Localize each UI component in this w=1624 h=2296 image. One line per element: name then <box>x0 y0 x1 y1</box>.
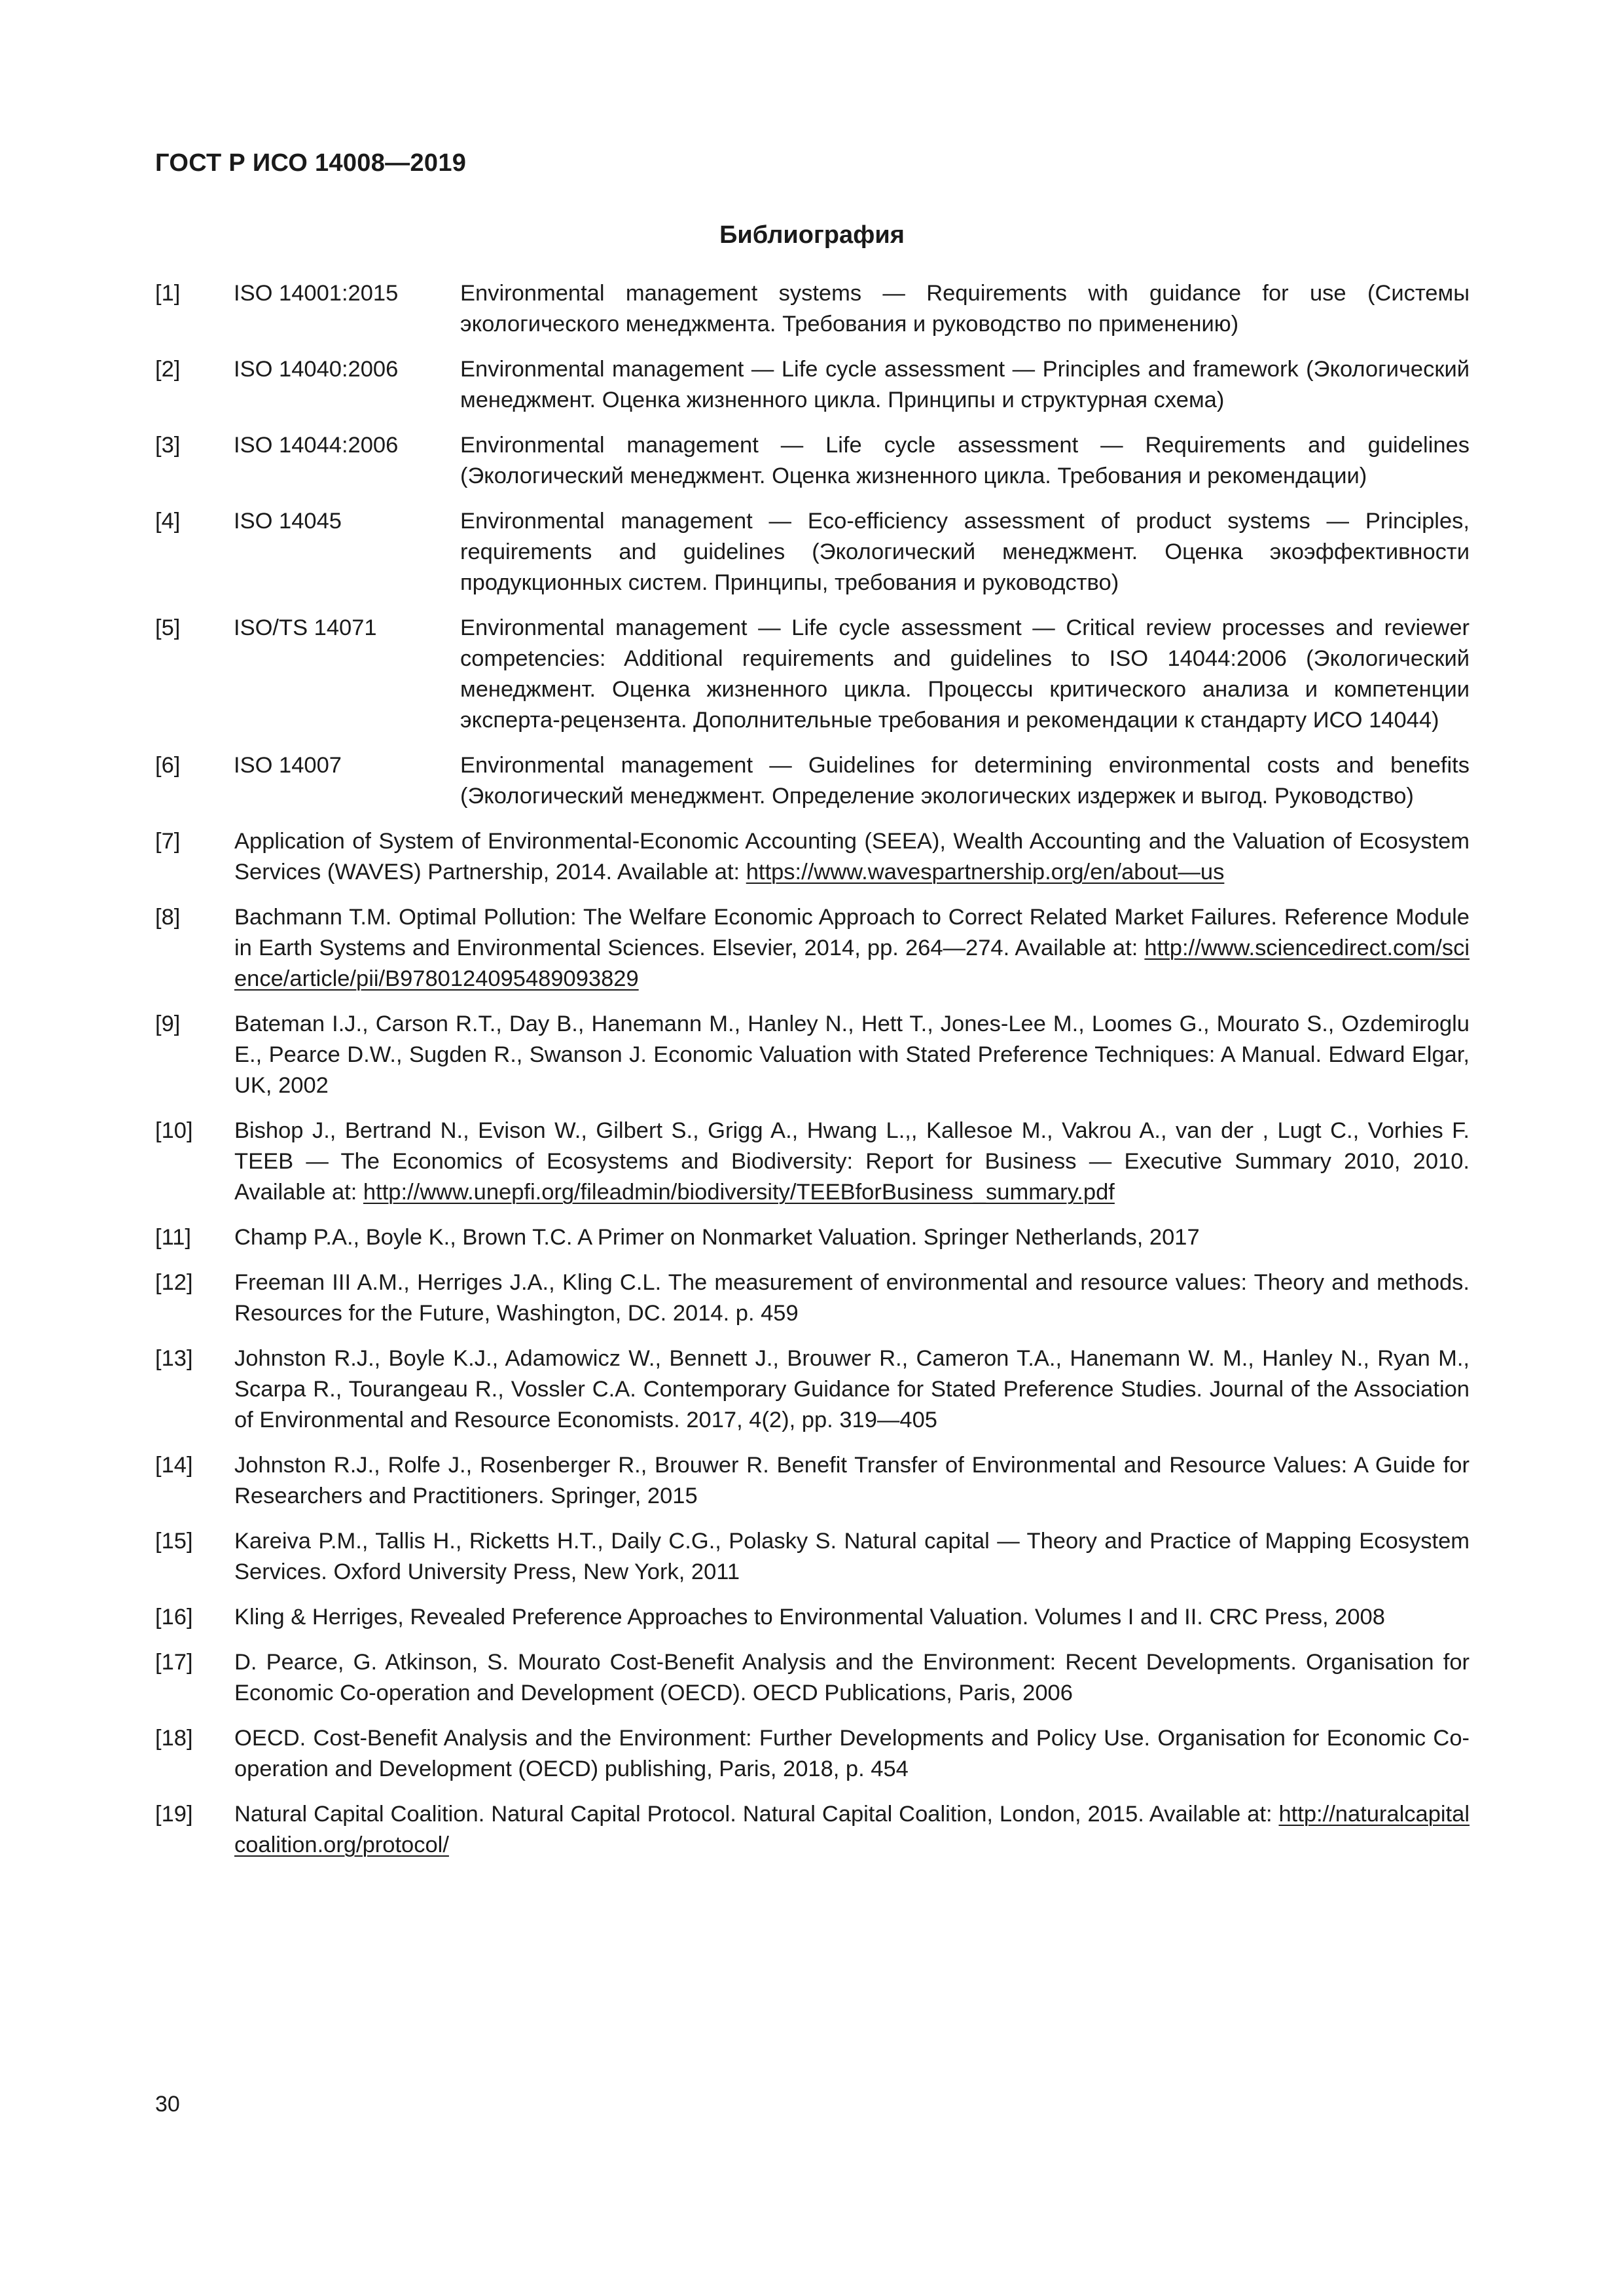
entry-number: [16] <box>155 1605 193 1630</box>
reference-text: OECD. Cost-Benefit Analysis and the Environment: Further Developments and Policy Use. Organisation for Economic Co-operation and Development (OECD) publishing, Paris, 2018, p. 454 <box>234 1726 1470 1781</box>
bibliography-list <box>155 278 1470 1875</box>
bibliography-entry <box>155 278 1470 340</box>
reference-body <box>234 1647 1470 1709</box>
bibliography-entry <box>155 750 1470 812</box>
reference-body <box>234 1602 1470 1633</box>
bibliography-entry <box>155 1602 1470 1633</box>
bibliography-title: Библиография <box>719 221 905 249</box>
standard-code: ISO 14007 <box>234 753 342 778</box>
reference-text: Freeman III A.M., Herriges J.A., Kling C.L. The measurement of environmental and resource values: Theory and methods. Resources for the Future, Washington, DC. 2014. p. 459 <box>234 1270 1470 1326</box>
reference-text: Bachmann T.M. Optimal Pollution: The Welfare Economic Approach to Correct Related Market Failures. Reference Module in Earth Systems and Environmental Sciences. Elsevier, 2014, pp. 264—274. Available at: <box>234 905 1470 960</box>
references-list <box>155 826 1470 1861</box>
bibliography-entry <box>155 1799 1470 1861</box>
bibliography-entry <box>155 1450 1470 1512</box>
entry-number: [19] <box>155 1802 193 1827</box>
standard-code: ISO 14001:2015 <box>234 281 399 306</box>
bibliography-entry <box>155 430 1470 492</box>
standards-list <box>155 278 1470 812</box>
bibliography-entry <box>155 1647 1470 1709</box>
entry-number: [12] <box>155 1270 193 1295</box>
reference-body <box>234 1222 1470 1253</box>
page-number: 30 <box>155 2092 180 2117</box>
bibliography-entry <box>155 1343 1470 1436</box>
reference-body <box>234 1116 1470 1208</box>
entry-number: [18] <box>155 1726 193 1751</box>
document-header: ГОСТ Р ИСО 14008—2019 <box>155 149 467 177</box>
reference-body <box>234 902 1470 994</box>
reference-text: Bateman I.J., Carson R.T., Day B., Hanemann M., Hanley N., Hett T., Jones-Lee M., Loomes G., Mourato S., Ozdemiroglu E., Pearce D.W., Sugden R., Swanson J. Economic Valuation with Stated Preference Techniques: A Manual. Edward Elgar, UK, 2002 <box>234 1011 1470 1098</box>
bibliography-entry <box>155 1009 1470 1101</box>
bibliography-entry <box>155 354 1470 416</box>
standard-title: Environmental management — Life cycle assessment — Principles and framework (Экологический менеджмент. Оценка жизненного цикла. Принципы и структурная схема) <box>460 357 1470 412</box>
entry-number: [15] <box>155 1529 193 1554</box>
entry-number: [13] <box>155 1346 193 1371</box>
entry-number: [2] <box>155 357 181 382</box>
entry-number: [5] <box>155 615 181 640</box>
reference-body <box>234 1343 1470 1436</box>
entry-number: [1] <box>155 281 181 306</box>
entry-number: [10] <box>155 1118 193 1143</box>
standard-code: ISO 14040:2006 <box>234 357 399 382</box>
reference-text: Kling & Herriges, Revealed Preference Approaches to Environmental Valuation. Volumes I and II. CRC Press, 2008 <box>234 1605 1385 1630</box>
entry-number: [8] <box>155 905 181 930</box>
reference-body <box>234 1799 1470 1861</box>
reference-link[interactable]: https://www.wavespartnership.org/en/about—us <box>746 860 1225 884</box>
reference-link[interactable]: http://naturalcapitalcoalition.org/protocol/ <box>234 1802 1470 1857</box>
standard-title: Environmental management — Eco-efficiency assessment of product systems — Principles, requirements and guidelines (Экологический менеджмент. Оценка экоэффективности продукционных систем. Принципы, требования и руководство) <box>460 509 1470 595</box>
standard-code: ISO 14045 <box>234 509 342 534</box>
bibliography-entry <box>155 1723 1470 1785</box>
entry-number: [14] <box>155 1453 193 1478</box>
reference-text: Application of System of Environmental-Economic Accounting (SEEA), Wealth Accounting and the Valuation of Ecosystem Services (WAVES) Partnership, 2014. Available at: <box>234 829 1470 884</box>
reference-text: Johnston R.J., Boyle K.J., Adamowicz W., Bennett J., Brouwer R., Cameron T.A., Hanemann W. M., Hanley N., Ryan M., Scarpa R., Tourangeau R., Vossler C.A. Contemporary Guidance for Stated Preference Studies. Journal of the Association of Environmental and Resource Economists. 2017, 4(2), pp. 319—405 <box>234 1346 1470 1432</box>
reference-text: Bishop J., Bertrand N., Evison W., Gilbert S., Grigg A., Hwang L.,, Kallesoe M., Vakrou A., van der , Lugt C., Vorhies F. TEEB — The Economics of Ecosystems and Biodiversity: Report for Business — Executive Summary 2010, 2010. Available at: <box>234 1118 1470 1205</box>
reference-link[interactable]: http://www.unepfi.org/fileadmin/biodiversity/TEEBforBusiness_summary.pdf <box>363 1180 1115 1205</box>
bibliography-entry <box>155 1116 1470 1208</box>
bibliography-entry <box>155 1267 1470 1329</box>
bibliography-entry <box>155 1526 1470 1588</box>
entry-number: [4] <box>155 509 181 534</box>
reference-body <box>234 1723 1470 1785</box>
standard-title: Environmental management systems — Requirements with guidance for use (Системы экологического менеджмента. Требования и руководство по применению) <box>460 281 1470 337</box>
reference-text: Johnston R.J., Rolfe J., Rosenberger R., Brouwer R. Benefit Transfer of Environmental and Resource Values: A Guide for Researchers and Practitioners. Springer, 2015 <box>234 1453 1470 1508</box>
entry-number: [3] <box>155 433 181 458</box>
reference-link[interactable]: http://www.sciencedirect.com/science/article/pii/B9780124095489093829 <box>234 936 1470 991</box>
entry-number: [6] <box>155 753 181 778</box>
entry-number: [7] <box>155 829 181 854</box>
entry-number: [17] <box>155 1650 193 1675</box>
standard-title: Environmental management — Guidelines for determining environmental costs and benefits (Экологический менеджмент. Определение экологических издержек и выгод. Руководство) <box>460 753 1470 809</box>
bibliography-entry <box>155 902 1470 994</box>
bibliography-entry <box>155 613 1470 736</box>
standard-title: Environmental management — Life cycle assessment — Requirements and guidelines (Экологический менеджмент. Оценка жизненного цикла. Требования и рекомендации) <box>460 433 1470 488</box>
bibliography-entry <box>155 506 1470 598</box>
reference-body <box>234 1450 1470 1512</box>
reference-body <box>234 826 1470 888</box>
reference-body <box>234 1526 1470 1588</box>
reference-text: Natural Capital Coalition. Natural Capital Protocol. Natural Capital Coalition, London, 2015. Available at: <box>234 1802 1272 1827</box>
reference-text: Kareiva P.M., Tallis H., Ricketts H.T., Daily C.G., Polasky S. Natural capital — Theory and Practice of Mapping Ecosystem Services. Oxford University Press, New York, 2011 <box>234 1529 1470 1584</box>
reference-text: D. Pearce, G. Atkinson, S. Mourato Cost-Benefit Analysis and the Environment: Recent Developments. Organisation for Economic Co-operation and Development (OECD). OECD Publications, Paris, 2006 <box>234 1650 1470 1705</box>
standard-title: Environmental management — Life cycle assessment — Critical review processes and reviewer competencies: Additional requirements and guidelines to ISO 14044:2006 (Экологический менеджмент. Оценка жизненного цикла. Процессы критического анализа и компетенции эксперта-рецензента. Дополнительные требования и рекомендации к стандарту ИСО 14044) <box>460 615 1470 733</box>
bibliography-entry <box>155 1222 1470 1253</box>
standard-code: ISO 14044:2006 <box>234 433 399 458</box>
entry-number: [11] <box>155 1225 191 1250</box>
bibliography-entry <box>155 826 1470 888</box>
reference-body <box>234 1009 1470 1101</box>
reference-body <box>234 1267 1470 1329</box>
entry-number: [9] <box>155 1011 181 1036</box>
standard-code: ISO/TS 14071 <box>234 615 377 640</box>
reference-text: Champ P.A., Boyle K., Brown T.C. A Primer on Nonmarket Valuation. Springer Netherlands, 2017 <box>234 1225 1200 1250</box>
